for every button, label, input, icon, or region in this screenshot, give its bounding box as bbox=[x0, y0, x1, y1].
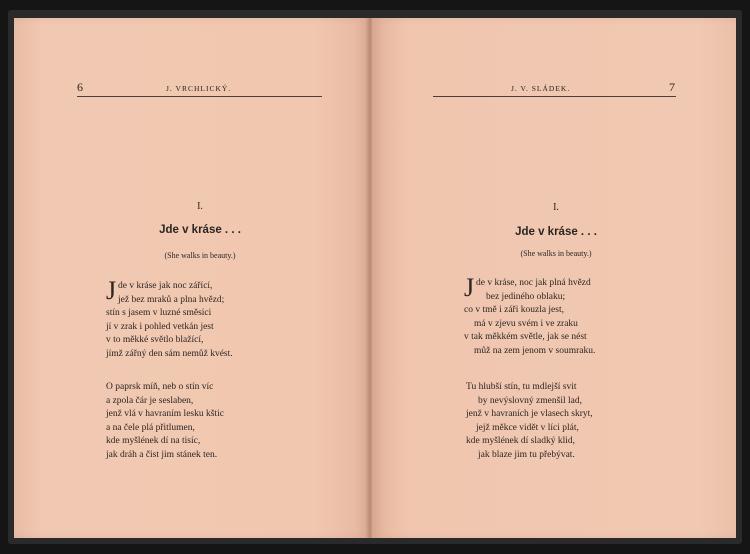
right-verse-line: by nevýslovný zmenšil lad, bbox=[478, 395, 582, 406]
left-verse-line: stín s jasem v luzné směsici bbox=[106, 308, 212, 319]
right-header-rule bbox=[433, 96, 676, 97]
left-stanza-1 bbox=[106, 276, 326, 362]
right-verse-line: můž na zem jenom v soumraku. bbox=[474, 345, 596, 356]
right-stanza-2 bbox=[466, 381, 686, 463]
left-verse-line: O paprsk míň, neb o stín víc bbox=[106, 382, 214, 392]
right-poem-title: Jde v kráse . . . bbox=[515, 226, 597, 238]
right-poem-subtitle: (She walks in beauty.) bbox=[520, 249, 592, 258]
right-verse-line: má v zjevu svém i ve zraku bbox=[474, 318, 578, 329]
right-verse-line: de v kráse, noc jak plná hvězd bbox=[476, 278, 591, 288]
left-verse-line: jí v zrak i pohled vetkán jest bbox=[106, 321, 214, 332]
left-verse-line: v to měkké světlo blažící, bbox=[106, 335, 204, 346]
right-verse-line: v tak měkkém světle, jak se nést bbox=[464, 332, 587, 343]
left-header-rule bbox=[77, 96, 322, 97]
left-page-number: 6 bbox=[77, 80, 83, 94]
left-verse-line: jímž zářný den sám nemůž kvést. bbox=[106, 348, 233, 359]
right-verse-line: kde myšlének dí sladký klid, bbox=[466, 436, 575, 447]
right-verse-line: bez jediného oblaku; bbox=[486, 291, 566, 302]
left-verse-line: jak dráh a čist jim stánek ten. bbox=[106, 449, 218, 460]
right-stanza-1 bbox=[464, 273, 684, 359]
left-verse-line: kde myšlének dí na tisíc, bbox=[106, 436, 201, 447]
right-verse-line: jenž v havraních je vlasech skryt, bbox=[466, 409, 593, 420]
right-verse-line: jak blaze jim tu přebývat. bbox=[478, 449, 575, 460]
right-verse-line: co v tmě i záři kouzla jest, bbox=[464, 305, 564, 316]
right-drop-cap: J bbox=[464, 273, 475, 302]
left-running-head: J. VRCHLICKÝ. bbox=[166, 84, 232, 93]
right-running-head: J. V. SLÁDEK. bbox=[511, 84, 571, 93]
left-section-number: I. bbox=[197, 201, 203, 212]
left-poem-subtitle: (She walks in beauty.) bbox=[164, 251, 236, 260]
right-section-number: I. bbox=[553, 202, 559, 213]
left-verse-line: de v kráse jak noc zářící, bbox=[118, 281, 213, 291]
right-verse-line: jejž měkce vidět v líci plát, bbox=[476, 422, 579, 433]
right-verse-line: Tu hlubší stín, tu mdlejší svit bbox=[466, 382, 577, 392]
left-drop-cap: J bbox=[106, 276, 117, 305]
left-verse-line: a zpola čár je seslaben, bbox=[106, 395, 194, 406]
left-stanza-2 bbox=[106, 381, 326, 463]
left-verse-line: jenž vlá v havraním lesku kštic bbox=[106, 409, 224, 420]
left-verse-line: jež bez mraků a plna hvězd; bbox=[118, 294, 225, 305]
left-verse-line: a na čele plá přitlumen, bbox=[106, 422, 195, 433]
left-poem-title: Jde v kráse . . . bbox=[159, 224, 241, 236]
right-page-number: 7 bbox=[669, 80, 675, 94]
